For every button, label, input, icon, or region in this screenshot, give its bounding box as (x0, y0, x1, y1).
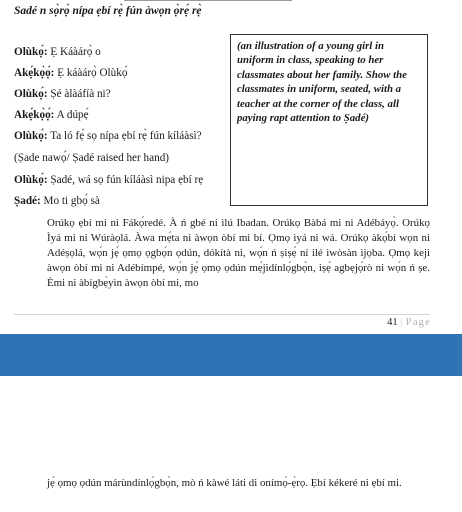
dialogue-line (14, 151, 230, 165)
dialogue-text: Ṣé àlàáfíà ni? (50, 88, 111, 100)
speaker-label: Akẹ́kọ̀ọ́: (14, 67, 55, 79)
speaker-label: Ṣadé: (14, 195, 41, 207)
dialogue-line (14, 194, 230, 208)
dialogue-text: Ta ló fẹ́ sọ nípa ẹbí rẹ̀ fún kíláàsì? (50, 130, 202, 142)
dialogue-text: Ṣadé, wá sọ fún kíláàsì nipa ẹbí rẹ (50, 174, 204, 186)
top-divider (124, 0, 292, 1)
dialogue-line (14, 66, 230, 80)
dialogue-line (14, 87, 230, 101)
page-label: Page (405, 317, 431, 328)
speaker-label: Olùkọ́: (14, 46, 48, 58)
dialogue-line (14, 129, 230, 143)
footer-divider (14, 314, 430, 315)
page-number: 41 (387, 317, 398, 328)
dialogue-line (14, 173, 230, 187)
footer-separator: | (400, 317, 403, 328)
illustration-note-box: (an illustration of a young girl in uniform in class, speaking to her classmates about her family. Show the classmates in uniform, seated, with a teacher at the corner of the class, all paying rapt attention to Ṣadé) (230, 34, 428, 206)
speaker-label: Olùkọ́: (14, 130, 48, 142)
speaker-label: Olùkọ́: (14, 174, 48, 186)
dialogue-line (14, 45, 230, 59)
section-title: Sadé n sọ̀rọ̀ nípa ẹbí rẹ̀ fún àwọn ọ̀rẹ́ rẹ̀ (14, 5, 202, 17)
story-paragraph: Orúkọ ẹbí mi ni Fákọ́redé. À ń gbé ní ìlú Ibadan. Orúkọ Bàbá mi ni Adébáyọ̀. Orúkọ Ìyá mi ni Wúràọlá. Àwa mẹ́ta ni àwọn òbí mi bí. Ọmọ ìyá ni wá. Orúkọ àkọ́bí wọn ni Adéṣọlá, wọ́n jẹ́ ọmọ ọgbọ́n ọdún, dókítà ni, wọ́n ń ṣiṣẹ́ ní ilé ìwòsàn ìjọba. Ọmọ kejì àwọn òbí mi ni Adébímpé, wọ́n jẹ́ ọmọ ọdún mẹ́jìdínlọ́gbọ̀n, iṣẹ́ agbẹjọ́rò ni wọ́n ń ṣe. Èmi ni àbígbẹ̀yìn àwọn òbí mi, mo (47, 217, 430, 289)
dialogue-text: (Ṣade nawọ́/ Ṣadé raised her hand) (14, 152, 170, 164)
dialogue-text: A dúpẹ́ (56, 109, 89, 121)
speaker-label: Olùkọ́: (14, 88, 48, 100)
dialogue-text: Mo ti gbọ́ sà (43, 195, 100, 207)
dialogue-line (14, 108, 230, 122)
dialogue-text: Ẹ káàárọ̀ Olùkọ́ (57, 67, 128, 79)
next-page-paragraph: jẹ́ ọmọ ọdún márùndínlọ́gbọ̀n, mò ń kàwé láti di onímọ̀-ẹ̀rọ. Ẹbí kékeré ni ẹbí mi. (47, 477, 402, 489)
speaker-label: Akẹ́kọ̀ọ́: (14, 109, 55, 121)
page-break-band (0, 334, 462, 376)
dialogue-text: Ẹ Káàárọ̀ o (50, 46, 101, 58)
page-footer (387, 317, 431, 328)
